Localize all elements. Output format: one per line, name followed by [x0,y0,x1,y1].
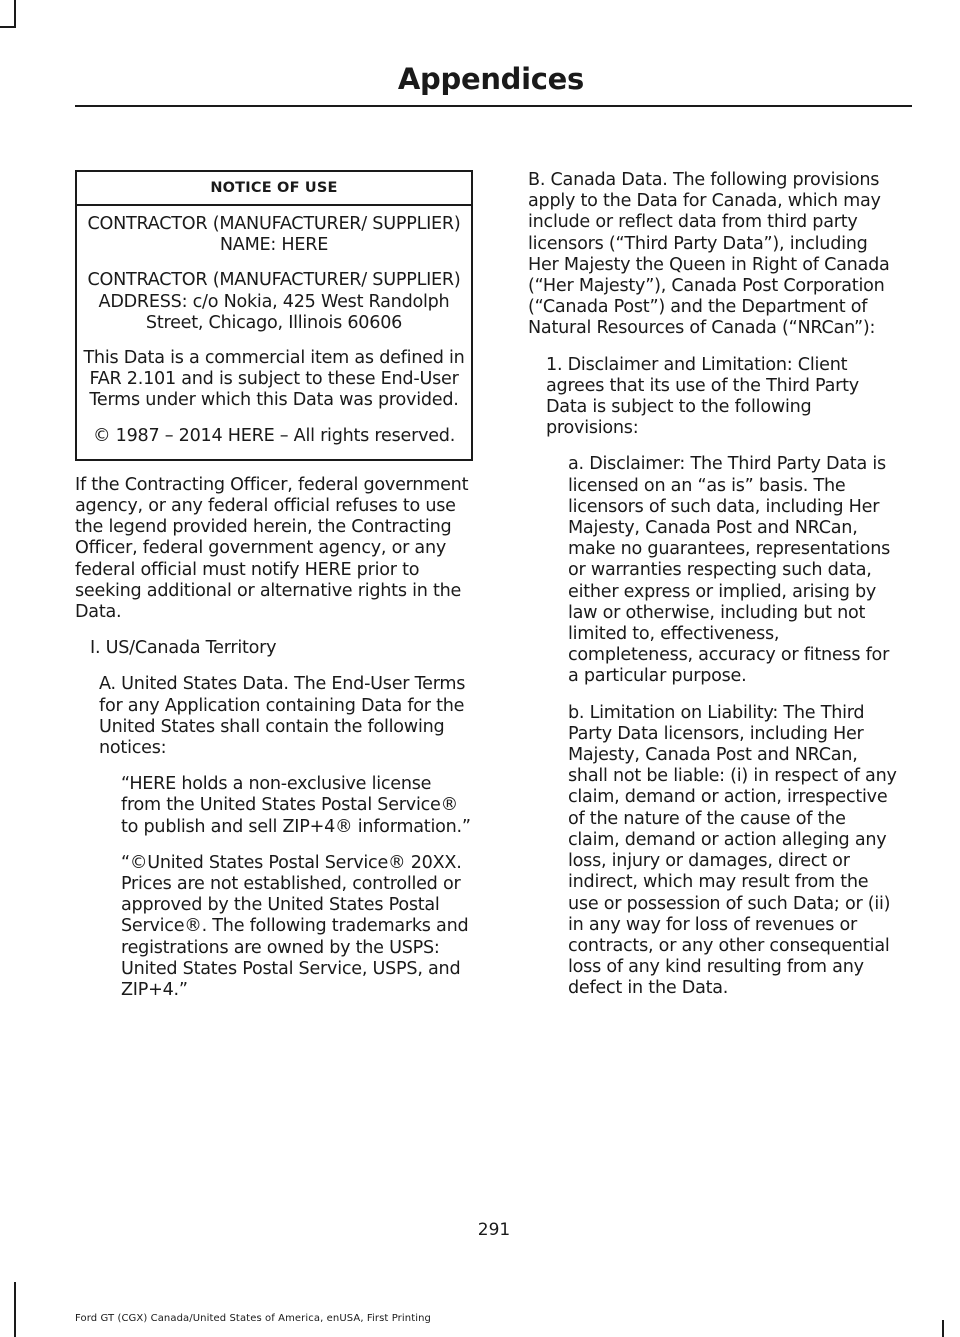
page-header-title: Appendices [397,62,584,96]
right-column [528,170,900,1000]
usps-copyright-notice: “©United States Postal Service® 20XX. Prices are not established, controlled or approved by the United States Postal Service®. The following trademarks and registrations are owned by the USPS: United States Postal Service, USPS, and ZIP+4.” [121,852,469,1001]
limitation-liability-paragraph: b. Limitation on Liability: The Third Party Data licensors, including Her Majesty, Canada Post and NRCan, shall not be liable: (i) in respect of any claim, demand or action, irrespective of the nature of the cause of the claim, demand or action alleging any loss, injury or damages, direct or indirect, which may result from the use or possession of such Data; or (ii) in any way for loss of revenues or contracts, or any other consequential loss of any kind resulting from any defect in the Data. [568,702,897,999]
disclaimer-limitation-paragraph: 1. Disclaimer and Limitation: Client agrees that its use of the Third Party Data is subject to the following provisions: [546,354,859,439]
notice-contractor-name: CONTRACTOR (MANUFACTURER/ SUPPLIER) NAME: HERE [87,214,461,256]
crop-mark-bottom-left [14,1282,16,1337]
united-states-data-paragraph: A. United States Data. The End-User Terms for any Application containing Data for the United States shall contain the following notices: [99,674,466,759]
section-us-canada-territory: I. US/Canada Territory [90,638,277,659]
notice-body [77,206,471,459]
canada-data-paragraph: B. Canada Data. The following provisions apply to the Data for Canada, which may include or reflect data from third party licensors (“Third Party Data”), including Her Majesty the Queen in Right of Canada (“Her Majesty”), Canada Post Corporation (“Canada Post”) and the Department of Natural Resources of Canada (“NRCan”): [528,170,890,339]
footer-text: Ford GT (CGX) Canada/United States of America, enUSA, First Printing [75,1313,431,1324]
notice-copyright: © 1987 – 2014 HERE – All rights reserved. [92,425,456,446]
crop-mark-top-left [14,0,16,28]
page-number: 291 [477,1220,511,1240]
crop-mark-bottom-right [942,1320,944,1337]
notice-of-use-box [75,170,473,461]
notice-contractor-address: CONTRACTOR (MANUFACTURER/ SUPPLIER) ADDRESS: c/o Nokia, 425 West Randolph Street, Chicago, Illinois 60606 [87,270,461,333]
header-rule [75,105,912,107]
notice-heading: NOTICE OF USE [77,172,471,206]
disclaimer-paragraph: a. Disclaimer: The Third Party Data is licensed on an “as is” basis. The licensors of such data, including Her Majesty, Canada Post and NRCan, make no guarantees, representations or warranties respecting such data, either express or implied, arising by law or otherwise, including but not limited to, effectiveness, completeness, accuracy or fitness for a particular purpose. [568,454,891,687]
crop-mark-top-left-h [0,26,16,28]
left-column [75,170,473,1001]
notice-commercial-item: This Data is a commercial item as defined in FAR 2.101 and is subject to these End-User Terms under which this Data was provided. [83,348,465,411]
usps-license-notice: “HERE holds a non-exclusive license from the United States Postal Service® to publish and sell ZIP+4® information.” [121,774,471,837]
contracting-officer-paragraph: If the Contracting Officer, federal government agency, or any federal official refuses to use the legend provided herein, the Contracting Officer, federal government agency, or any federal official must notify HERE prior to seeking additional or alternative rights in the Data. [75,474,469,623]
